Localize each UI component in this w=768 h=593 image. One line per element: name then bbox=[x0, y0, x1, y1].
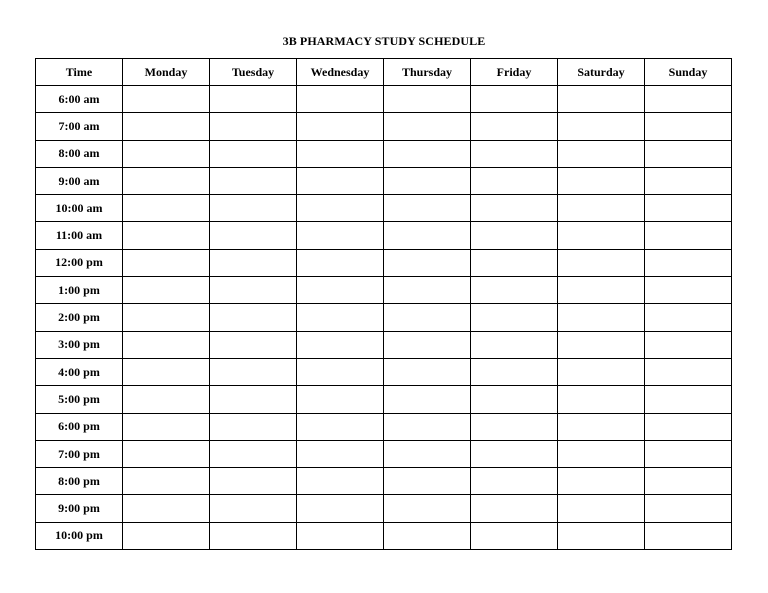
slot-cell-monday[interactable] bbox=[123, 304, 210, 331]
slot-cell-monday[interactable] bbox=[123, 113, 210, 140]
slot-cell-wednesday[interactable] bbox=[297, 440, 384, 467]
slot-cell-wednesday[interactable] bbox=[297, 140, 384, 167]
slot-cell-saturday[interactable] bbox=[558, 331, 645, 358]
slot-cell-thursday[interactable] bbox=[384, 195, 471, 222]
slot-cell-tuesday[interactable] bbox=[210, 140, 297, 167]
slot-cell-monday[interactable] bbox=[123, 468, 210, 495]
slot-cell-thursday[interactable] bbox=[384, 249, 471, 276]
slot-cell-thursday[interactable] bbox=[384, 522, 471, 549]
slot-cell-thursday[interactable] bbox=[384, 386, 471, 413]
slot-cell-tuesday[interactable] bbox=[210, 195, 297, 222]
slot-cell-wednesday[interactable] bbox=[297, 222, 384, 249]
header-time: Time bbox=[36, 59, 123, 86]
header-row bbox=[36, 59, 732, 86]
slot-cell-thursday[interactable] bbox=[384, 86, 471, 113]
time-cell: 4:00 pm bbox=[36, 358, 123, 385]
header-wednesday: Wednesday bbox=[297, 59, 384, 86]
slot-cell-saturday[interactable] bbox=[558, 440, 645, 467]
slot-cell-thursday[interactable] bbox=[384, 140, 471, 167]
slot-cell-sunday[interactable] bbox=[645, 495, 732, 522]
slot-cell-tuesday[interactable] bbox=[210, 113, 297, 140]
slot-cell-thursday[interactable] bbox=[384, 358, 471, 385]
slot-cell-friday[interactable] bbox=[471, 86, 558, 113]
slot-cell-friday[interactable] bbox=[471, 277, 558, 304]
time-cell: 8:00 am bbox=[36, 140, 123, 167]
table-row bbox=[36, 522, 732, 549]
schedule-body bbox=[36, 86, 732, 550]
table-row bbox=[36, 222, 732, 249]
slot-cell-monday[interactable] bbox=[123, 167, 210, 194]
slot-cell-monday[interactable] bbox=[123, 277, 210, 304]
slot-cell-tuesday[interactable] bbox=[210, 277, 297, 304]
time-cell: 11:00 am bbox=[36, 222, 123, 249]
slot-cell-saturday[interactable] bbox=[558, 222, 645, 249]
slot-cell-monday[interactable] bbox=[123, 222, 210, 249]
slot-cell-saturday[interactable] bbox=[558, 140, 645, 167]
slot-cell-thursday[interactable] bbox=[384, 468, 471, 495]
slot-cell-tuesday[interactable] bbox=[210, 358, 297, 385]
slot-cell-saturday[interactable] bbox=[558, 167, 645, 194]
slot-cell-saturday[interactable] bbox=[558, 413, 645, 440]
table-row bbox=[36, 86, 732, 113]
slot-cell-wednesday[interactable] bbox=[297, 86, 384, 113]
slot-cell-sunday[interactable] bbox=[645, 331, 732, 358]
slot-cell-friday[interactable] bbox=[471, 358, 558, 385]
time-cell: 1:00 pm bbox=[36, 277, 123, 304]
slot-cell-thursday[interactable] bbox=[384, 440, 471, 467]
table-row bbox=[36, 195, 732, 222]
slot-cell-friday[interactable] bbox=[471, 331, 558, 358]
header-tuesday: Tuesday bbox=[210, 59, 297, 86]
time-cell: 9:00 pm bbox=[36, 495, 123, 522]
table-row bbox=[36, 386, 732, 413]
slot-cell-tuesday[interactable] bbox=[210, 413, 297, 440]
slot-cell-sunday[interactable] bbox=[645, 113, 732, 140]
time-cell: 7:00 pm bbox=[36, 440, 123, 467]
time-cell: 5:00 pm bbox=[36, 386, 123, 413]
time-cell: 7:00 am bbox=[36, 113, 123, 140]
slot-cell-friday[interactable] bbox=[471, 440, 558, 467]
slot-cell-saturday[interactable] bbox=[558, 522, 645, 549]
slot-cell-thursday[interactable] bbox=[384, 167, 471, 194]
table-row bbox=[36, 358, 732, 385]
header-sunday: Sunday bbox=[645, 59, 732, 86]
slot-cell-saturday[interactable] bbox=[558, 358, 645, 385]
slot-cell-sunday[interactable] bbox=[645, 277, 732, 304]
slot-cell-monday[interactable] bbox=[123, 358, 210, 385]
table-row bbox=[36, 331, 732, 358]
slot-cell-monday[interactable] bbox=[123, 522, 210, 549]
slot-cell-thursday[interactable] bbox=[384, 113, 471, 140]
slot-cell-monday[interactable] bbox=[123, 249, 210, 276]
slot-cell-monday[interactable] bbox=[123, 495, 210, 522]
time-cell: 10:00 pm bbox=[36, 522, 123, 549]
schedule-title: 3B PHARMACY STUDY SCHEDULE bbox=[282, 34, 486, 48]
slot-cell-friday[interactable] bbox=[471, 167, 558, 194]
table-row bbox=[36, 277, 732, 304]
slot-cell-tuesday[interactable] bbox=[210, 331, 297, 358]
slot-cell-sunday[interactable] bbox=[645, 358, 732, 385]
slot-cell-monday[interactable] bbox=[123, 413, 210, 440]
slot-cell-tuesday[interactable] bbox=[210, 468, 297, 495]
time-cell: 8:00 pm bbox=[36, 468, 123, 495]
slot-cell-friday[interactable] bbox=[471, 413, 558, 440]
slot-cell-saturday[interactable] bbox=[558, 249, 645, 276]
time-cell: 3:00 pm bbox=[36, 331, 123, 358]
slot-cell-saturday[interactable] bbox=[558, 195, 645, 222]
slot-cell-thursday[interactable] bbox=[384, 331, 471, 358]
slot-cell-sunday[interactable] bbox=[645, 86, 732, 113]
slot-cell-wednesday[interactable] bbox=[297, 249, 384, 276]
slot-cell-monday[interactable] bbox=[123, 331, 210, 358]
table-row bbox=[36, 413, 732, 440]
slot-cell-wednesday[interactable] bbox=[297, 413, 384, 440]
slot-cell-sunday[interactable] bbox=[645, 304, 732, 331]
slot-cell-saturday[interactable] bbox=[558, 468, 645, 495]
slot-cell-friday[interactable] bbox=[471, 522, 558, 549]
slot-cell-friday[interactable] bbox=[471, 249, 558, 276]
slot-cell-thursday[interactable] bbox=[384, 304, 471, 331]
slot-cell-wednesday[interactable] bbox=[297, 358, 384, 385]
slot-cell-wednesday[interactable] bbox=[297, 468, 384, 495]
slot-cell-friday[interactable] bbox=[471, 386, 558, 413]
slot-cell-thursday[interactable] bbox=[384, 495, 471, 522]
table-row bbox=[36, 468, 732, 495]
slot-cell-friday[interactable] bbox=[471, 195, 558, 222]
slot-cell-sunday[interactable] bbox=[645, 195, 732, 222]
slot-cell-tuesday[interactable] bbox=[210, 522, 297, 549]
slot-cell-friday[interactable] bbox=[471, 468, 558, 495]
slot-cell-sunday[interactable] bbox=[645, 249, 732, 276]
time-cell: 6:00 pm bbox=[36, 413, 123, 440]
table-row bbox=[36, 167, 732, 194]
slot-cell-monday[interactable] bbox=[123, 140, 210, 167]
schedule-header bbox=[36, 59, 732, 86]
slot-cell-thursday[interactable] bbox=[384, 277, 471, 304]
slot-cell-sunday[interactable] bbox=[645, 522, 732, 549]
slot-cell-tuesday[interactable] bbox=[210, 386, 297, 413]
slot-cell-wednesday[interactable] bbox=[297, 304, 384, 331]
slot-cell-sunday[interactable] bbox=[645, 222, 732, 249]
slot-cell-saturday[interactable] bbox=[558, 386, 645, 413]
header-saturday: Saturday bbox=[558, 59, 645, 86]
table-row bbox=[36, 249, 732, 276]
time-cell: 2:00 pm bbox=[36, 304, 123, 331]
slot-cell-wednesday[interactable] bbox=[297, 167, 384, 194]
time-cell: 12:00 pm bbox=[36, 249, 123, 276]
slot-cell-wednesday[interactable] bbox=[297, 331, 384, 358]
slot-cell-sunday[interactable] bbox=[645, 468, 732, 495]
slot-cell-friday[interactable] bbox=[471, 222, 558, 249]
header-monday: Monday bbox=[123, 59, 210, 86]
slot-cell-saturday[interactable] bbox=[558, 86, 645, 113]
slot-cell-sunday[interactable] bbox=[645, 386, 732, 413]
slot-cell-tuesday[interactable] bbox=[210, 249, 297, 276]
slot-cell-tuesday[interactable] bbox=[210, 440, 297, 467]
slot-cell-tuesday[interactable] bbox=[210, 86, 297, 113]
slot-cell-wednesday[interactable] bbox=[297, 522, 384, 549]
slot-cell-friday[interactable] bbox=[471, 113, 558, 140]
table-row bbox=[36, 140, 732, 167]
slot-cell-sunday[interactable] bbox=[645, 413, 732, 440]
slot-cell-sunday[interactable] bbox=[645, 440, 732, 467]
slot-cell-wednesday[interactable] bbox=[297, 386, 384, 413]
slot-cell-sunday[interactable] bbox=[645, 140, 732, 167]
slot-cell-saturday[interactable] bbox=[558, 495, 645, 522]
slot-cell-saturday[interactable] bbox=[558, 113, 645, 140]
slot-cell-monday[interactable] bbox=[123, 195, 210, 222]
slot-cell-tuesday[interactable] bbox=[210, 304, 297, 331]
table-row bbox=[36, 440, 732, 467]
slot-cell-tuesday[interactable] bbox=[210, 222, 297, 249]
slot-cell-saturday[interactable] bbox=[558, 277, 645, 304]
slot-cell-wednesday[interactable] bbox=[297, 277, 384, 304]
time-cell: 10:00 am bbox=[36, 195, 123, 222]
slot-cell-wednesday[interactable] bbox=[297, 495, 384, 522]
slot-cell-thursday[interactable] bbox=[384, 413, 471, 440]
table-row bbox=[36, 113, 732, 140]
slot-cell-sunday[interactable] bbox=[645, 167, 732, 194]
table-row bbox=[36, 495, 732, 522]
slot-cell-wednesday[interactable] bbox=[297, 113, 384, 140]
slot-cell-friday[interactable] bbox=[471, 140, 558, 167]
schedule-table bbox=[35, 58, 732, 550]
time-cell: 6:00 am bbox=[36, 86, 123, 113]
slot-cell-monday[interactable] bbox=[123, 386, 210, 413]
slot-cell-friday[interactable] bbox=[471, 304, 558, 331]
header-friday: Friday bbox=[471, 59, 558, 86]
slot-cell-tuesday[interactable] bbox=[210, 167, 297, 194]
slot-cell-wednesday[interactable] bbox=[297, 195, 384, 222]
slot-cell-monday[interactable] bbox=[123, 440, 210, 467]
slot-cell-thursday[interactable] bbox=[384, 222, 471, 249]
table-row bbox=[36, 304, 732, 331]
time-cell: 9:00 am bbox=[36, 167, 123, 194]
slot-cell-friday[interactable] bbox=[471, 495, 558, 522]
header-thursday: Thursday bbox=[384, 59, 471, 86]
slot-cell-saturday[interactable] bbox=[558, 304, 645, 331]
slot-cell-tuesday[interactable] bbox=[210, 495, 297, 522]
slot-cell-monday[interactable] bbox=[123, 86, 210, 113]
